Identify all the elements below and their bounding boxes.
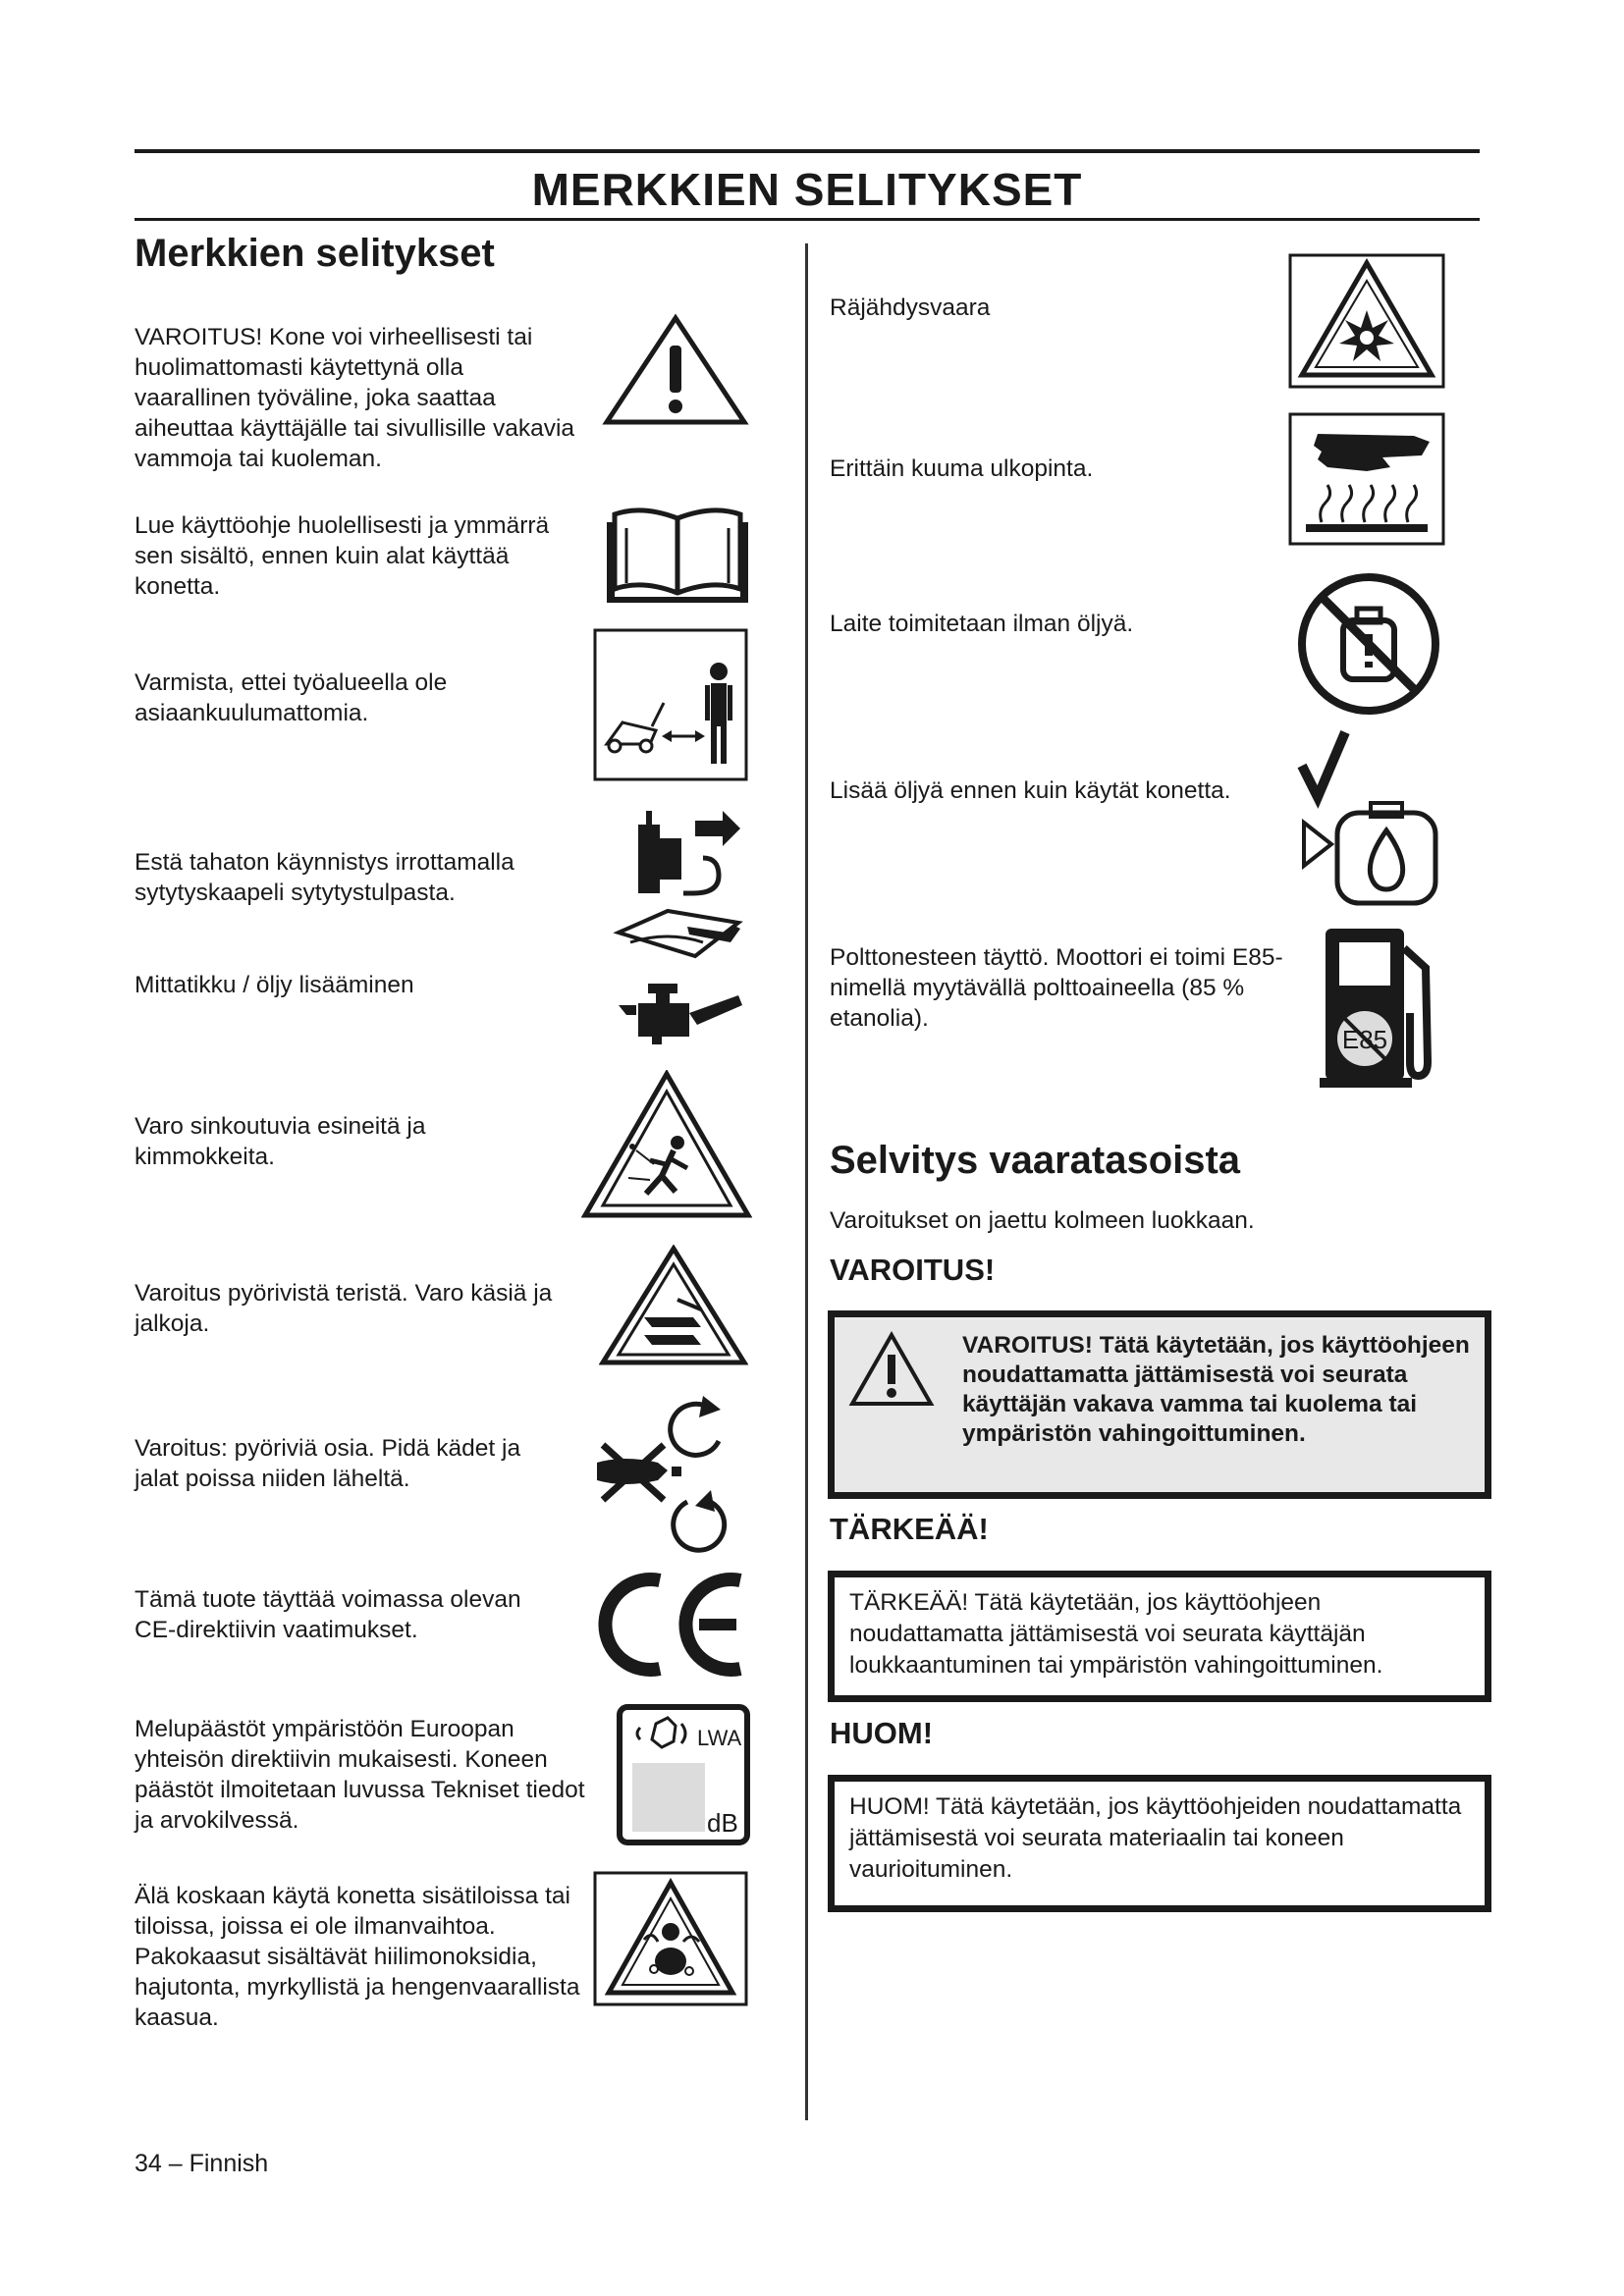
spark-plug-disconnect-icon (634, 803, 744, 901)
warning-triangle-icon (601, 312, 750, 428)
symbol-text-noise: Melupäästöt ympäristöön Euroopan yhteisön direktiivin mukaisesti. Koneen päästöt ilmoitetaan luvussa Tekniset tiedot ja arvokilvessä. (135, 1716, 585, 1834)
fuel-pump-e85-icon (1318, 925, 1445, 1090)
add-oil-icon (1296, 728, 1443, 909)
flying-objects-warning-icon (581, 1070, 752, 1219)
noise-emission-icon (617, 1704, 750, 1845)
page-title: MERKKIEN SELITYKSET (531, 164, 1083, 215)
column-divider (805, 243, 808, 2120)
no-oil-icon (1294, 569, 1443, 719)
ce-mark-icon (593, 1569, 748, 1681)
warning-text: VAROITUS! Tätä käytetään, jos käyttöohjeen noudattamatta jättämisestä voi seurata käyttäjän vakava vamma tai kuolema tai ympäristön vahingoittuminen. (962, 1332, 1470, 1447)
manual-hand-icon (609, 903, 748, 964)
symbol-text-bystanders: Varmista, ettei työalueella ole asiaankuulumattomia. (135, 669, 448, 726)
rotating-parts-icon (589, 1390, 748, 1553)
symbol-text-dipstick: Mittatikku / öljy lisääminen (135, 972, 414, 998)
title-underline (135, 218, 1480, 221)
e85-label: E85 (1341, 1025, 1388, 1054)
hot-surface-icon (1288, 412, 1445, 546)
left-section-title: Merkkien selitykset (135, 232, 495, 275)
exhaust-gas-warning-icon (593, 1871, 748, 2006)
manual-book-icon (603, 501, 752, 605)
note-box (828, 1775, 1491, 1912)
warning-heading: VAROITUS! (830, 1253, 996, 1287)
noise-lwa-label: LWA (697, 1726, 742, 1750)
symbol-text-fuel: Polttonesteen täyttö. Moottori ei toimi E85-nimellä myytävällä polttoaineella (85 % etanolia). (830, 944, 1283, 1032)
symbol-text-spark-plug: Estä tahaton käynnistys irrottamalla sytytyskaapeli sytytystulpasta. (135, 849, 514, 906)
symbol-text-manual: Lue käyttöohje huolellisesti ja ymmärrä sen sisältö, ennen kuin alat käyttää konetta. (135, 512, 550, 600)
noise-db-label: dB (707, 1808, 738, 1838)
symbol-text-blades: Varoitus pyörivistä teristä. Varo käsiä ja jalkoja. (135, 1280, 553, 1337)
hazard-intro: Varoitukset on jaettu kolmeen luokkaan. (830, 1207, 1255, 1234)
keep-distance-icon (593, 628, 748, 781)
symbol-text-ce: Tämä tuote täyttää voimassa olevan CE-direktiivin vaatimukset. (135, 1586, 521, 1643)
important-box (828, 1571, 1491, 1702)
rotating-blades-warning-icon (599, 1245, 748, 1366)
symbol-text-flying-objects: Varo sinkoutuvia esineitä ja kimmokkeita. (135, 1113, 426, 1170)
symbol-text-explosion: Räjähdysvaara (830, 294, 991, 321)
important-heading: TÄRKEÄÄ! (830, 1512, 989, 1546)
symbol-text-hot-surface: Erittäin kuuma ulkopinta. (830, 455, 1094, 482)
symbol-text-no-oil: Laite toimitetaan ilman öljyä. (830, 611, 1134, 637)
top-rule (135, 149, 1480, 153)
note-text: HUOM! Tätä käytetään, jos käyttöohjeiden noudattamatta jättämisestä voi seurata materiaalin tai koneen vaurioituminen. (849, 1793, 1462, 1883)
hazard-section-title: Selvitys vaaratasoista (830, 1139, 1241, 1182)
important-text: TÄRKEÄÄ! Tätä käytetään, jos käyttöohjeen noudattamatta jättämisestä voi seurata käyttäjän loukkaantuminen tai ympäristön vahingoittuminen. (849, 1589, 1383, 1679)
symbol-text-exhaust: Älä koskaan käytä konetta sisätiloissa tai tiloissa, joissa ei ole ilmanvaihtoa. Pakokaasut sisältävät hiilimonoksidia, hajutonta, myrkyllistä ja hengenvaarallista kaasua. (135, 1883, 580, 2031)
symbol-text-warning: VAROITUS! Kone voi virheellisesti tai huolimattomasti käytettynä olla vaarallinen työväline, joka saattaa aiheuttaa käyttäjälle tai sivullisille vakavia vammoja tai kuoleman. (135, 324, 575, 472)
note-heading: HUOM! (830, 1716, 934, 1750)
warning-triangle-icon (848, 1331, 935, 1408)
symbol-text-rotating-parts: Varoitus: pyöriviä osia. Pidä kädet ja jalat poissa niiden läheltä. (135, 1435, 521, 1492)
dipstick-oil-icon (613, 976, 746, 1046)
symbol-text-add-oil: Lisää öljyä ennen kuin käytät konetta. (830, 777, 1231, 804)
warning-box (828, 1310, 1491, 1499)
explosion-hazard-icon (1288, 253, 1445, 389)
page-footer: 34 – Finnish (135, 2150, 269, 2177)
